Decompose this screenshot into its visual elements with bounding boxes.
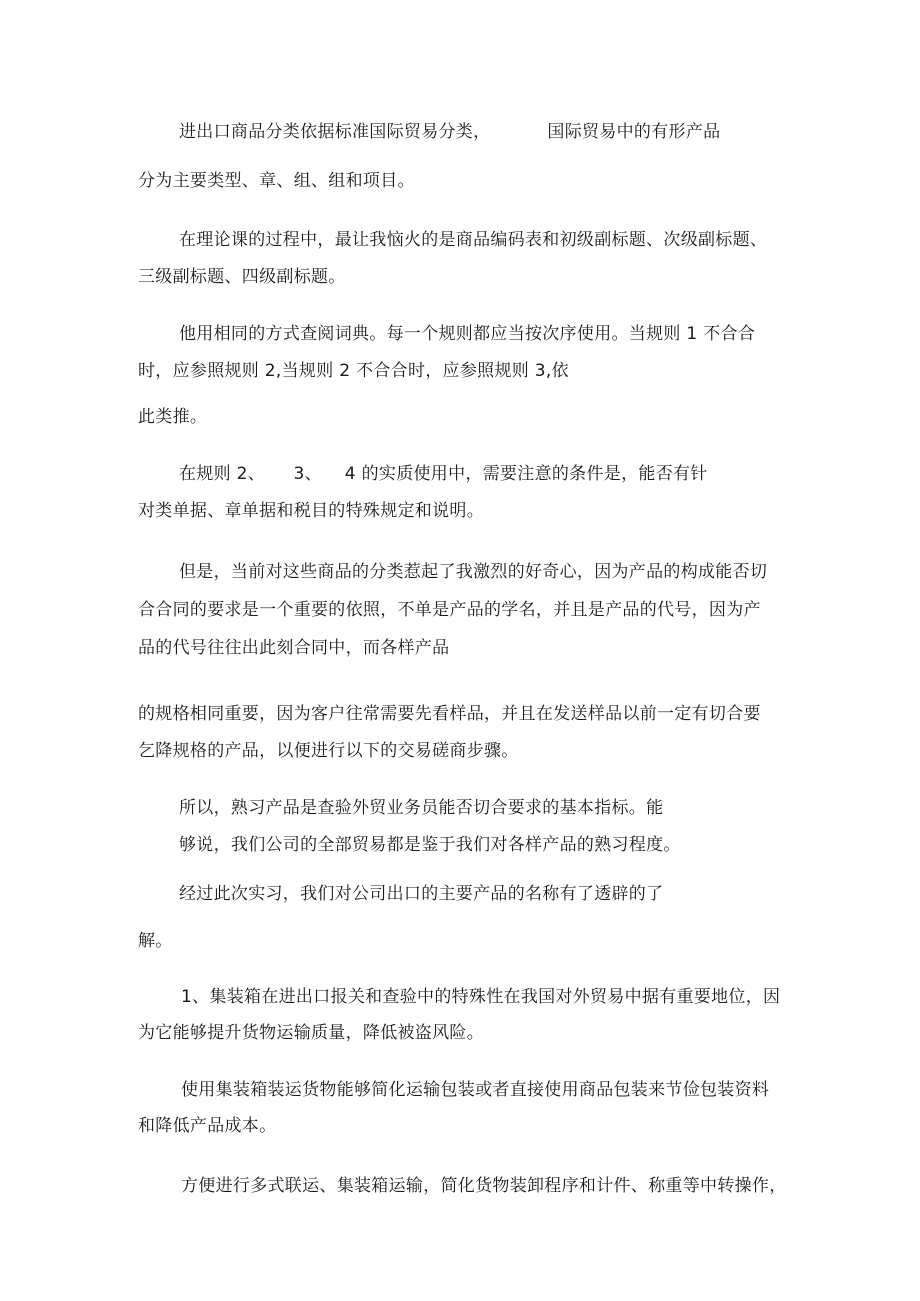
paragraph-5-line-5: 乞降规格的产品，以便进行以下的交易磋商步骤。 bbox=[138, 741, 519, 761]
paragraph-3-line-2: 时，应参照规则 2,当规则 2 不合合时，应参照规则 3,依 bbox=[138, 361, 569, 381]
paragraph-5-line-1: 但是，当前对这些商品的分类惹起了我激烈的好奇心，因为产品的构成能否切 bbox=[179, 562, 768, 582]
paragraph-5-line-2: 合合同的要求是一个重要的依照，不单是产品的学名，并且是产品的代号，因为产 bbox=[138, 600, 761, 620]
paragraph-9-line-1: 使用集装箱装运货物能够简化运输包装或者直接使用商品包装来节俭包装资料 bbox=[181, 1080, 770, 1100]
paragraph-9-line-2: 和降低产品成本。 bbox=[138, 1116, 277, 1136]
paragraph-1-line-1: 进出口商品分类依据标准国际贸易分类， 国际贸易中的有形产品 bbox=[179, 122, 721, 142]
paragraph-8-line-2: 为它能够提升货物运输质量，降低被盗风险。 bbox=[138, 1023, 484, 1043]
paragraph-1-line-2: 分为主要类型、章、组、组和项目。 bbox=[138, 171, 415, 191]
paragraph-3-line-1: 他用相同的方式查阅词典。每一个规则都应当按次序使用。当规则 1 不合合 bbox=[179, 324, 756, 344]
paragraph-6-line-1: 所以，熟习产品是查验外贸业务员能否切合要求的基本指标。能 bbox=[179, 798, 664, 818]
paragraph-5-line-3: 品的代号往往出此刻合同中，而各样产品 bbox=[138, 638, 450, 658]
paragraph-3-line-3: 此类推。 bbox=[138, 407, 208, 427]
paragraph-8-line-1: 1、集装箱在进出口报关和查验中的特殊性在我国对外贸易中据有重要地位，因 bbox=[181, 987, 781, 1007]
paragraph-4-line-1: 在规则 2、 3、 4 的实质使用中，需要注意的条件是，能否有针 bbox=[179, 464, 708, 484]
paragraph-2-line-2: 三级副标题、四级副标题。 bbox=[138, 267, 346, 287]
paragraph-6-line-2: 够说，我们公司的全部贸易都是鉴于我们对各样产品的熟习程度。 bbox=[179, 835, 681, 855]
paragraph-7-line-2: 解。 bbox=[138, 931, 173, 951]
paragraph-10-line-1: 方便进行多式联运、集装箱运输，简化货物装卸程序和计件、称重等中转操作， bbox=[181, 1176, 787, 1196]
paragraph-5-line-4: 的规格相同重要，因为客户往常需要先看样品，并且在发送样品以前一定有切合要 bbox=[138, 704, 761, 724]
paragraph-7-line-1: 经过此次实习，我们对公司出口的主要产品的名称有了透辟的了 bbox=[179, 884, 664, 904]
paragraph-2-line-1: 在理论课的过程中，最让我恼火的是商品编码表和初级副标题、次级副标题、 bbox=[179, 230, 768, 250]
paragraph-4-line-2: 对类单据、章单据和税目的特殊规定和说明。 bbox=[138, 501, 484, 521]
